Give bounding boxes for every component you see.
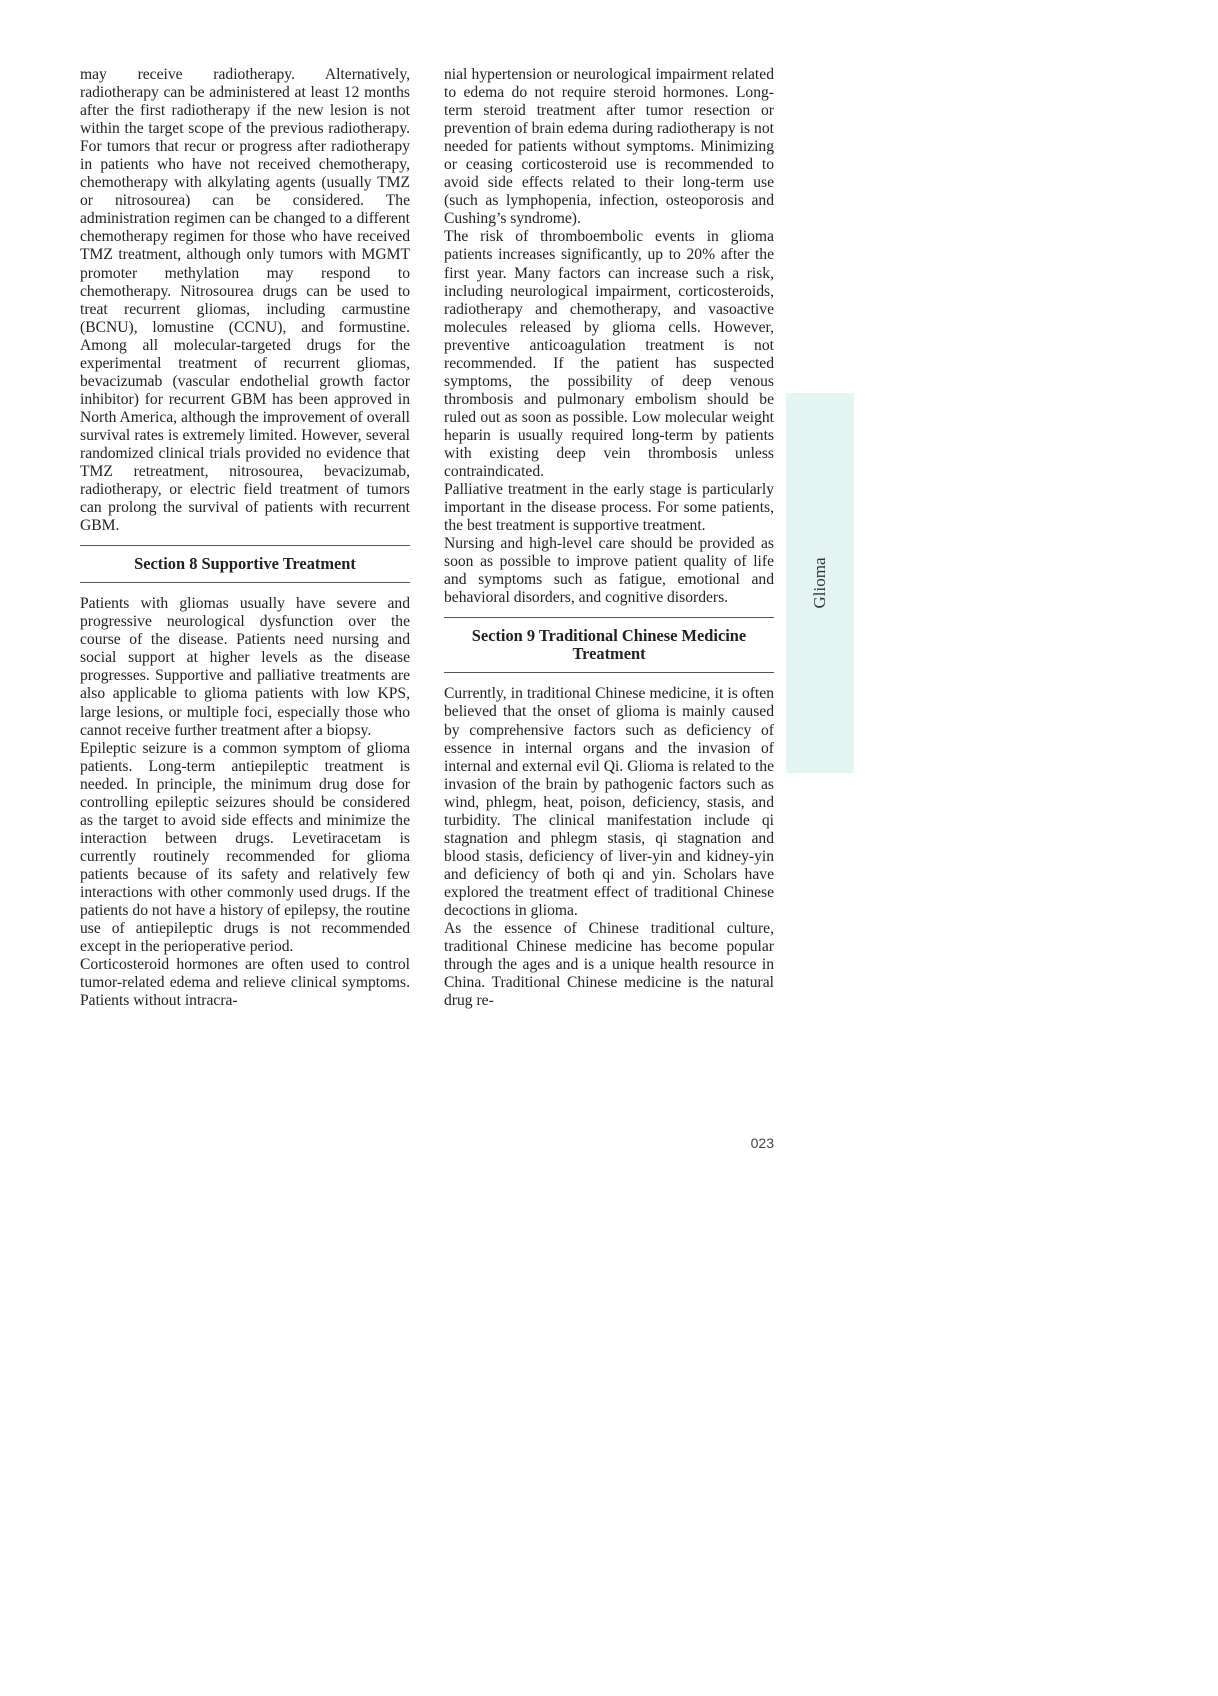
page-number: 023 bbox=[750, 1135, 774, 1151]
right-column bbox=[444, 66, 774, 1010]
left-column bbox=[80, 66, 410, 1010]
paragraph: Epileptic seizure is a common symptom of glioma patients. Long-term antiepileptic treatment is needed. In principle, the minimum drug dose for controlling epileptic seizures should be considered as the target to avoid side effects and minimize the interaction between drugs. Levetiracetam is currently routinely recommended for glioma patients because of its safety and relatively few interactions with other commonly used drugs. If the patients do not have a history of epilepsy, the routine use of antiepileptic drugs is not recommended except in the perioperative period. bbox=[80, 739, 410, 956]
chapter-side-tab bbox=[786, 393, 854, 773]
section-8-heading: Section 8 Supportive Treatment bbox=[80, 545, 410, 583]
paragraph: The risk of thromboembolic events in glioma patients increases significantly, up to 20% after the first year. Many factors can increase such a risk, including neurological impairment, corticosteroids, radiotherapy and chemotherapy, and vasoactive molecules released by glioma cells. However, preventive anticoagulation treatment is not recommended. If the patient has suspected symptoms, the possibility of deep venous thrombosis and pulmonary embolism should be ruled out as soon as possible. Low molecular weight heparin is usually required long-term by patients with existing deep vein thrombosis unless contraindicated. bbox=[444, 228, 774, 481]
paragraph: nial hypertension or neurological impairment related to edema do not require steroid hormones. Long-term steroid treatment after tumor resection or prevention of brain edema during radiotherapy is not needed for patients without symptoms. Minimizing or ceasing corticosteroid use is recommended to avoid side effects related to their long-term use (such as lymphopenia, infection, osteoporosis and Cushing’s syndrome). bbox=[444, 66, 774, 228]
paragraph: As the essence of Chinese traditional culture, traditional Chinese medicine has become popular through the ages and is a unique health resource in China. Traditional Chinese medicine is the natural drug re- bbox=[444, 920, 774, 1010]
paragraph: Palliative treatment in the early stage is particularly important in the disease process. For some patients, the best treatment is supportive treatment. bbox=[444, 481, 774, 535]
paragraph: Nursing and high-level care should be provided as soon as possible to improve patient quality of life and symptoms such as fatigue, emotional and behavioral disorders, and cognitive disorders. bbox=[444, 535, 774, 607]
chapter-tab-label: Glioma bbox=[810, 557, 829, 609]
paragraph: may receive radiotherapy. Alternatively, radiotherapy can be administered at least 12 months after the first radiotherapy if the new lesion is not within the target scope of the previous radiotherapy. For tumors that recur or progress after radiotherapy in patients who have not received chemotherapy, chemotherapy with alkylating agents (usually TMZ or nitrosourea) can be considered. The administration regimen can be changed to a different chemotherapy regimen for those who have received TMZ treatment, although only tumors with MGMT promoter methylation may respond to chemotherapy. Nitrosourea drugs can be used to treat recurrent gliomas, including carmustine (BCNU), lomustine (CCNU), and formustine. Among all molecular-targeted drugs for the experimental treatment of recurrent gliomas, bevacizumab (vascular endothelial growth factor inhibitor) for recurrent GBM has been approved in North America, although the improvement of overall survival rates is extremely limited. However, several randomized clinical trials provided no evidence that TMZ retreatment, nitrosourea, bevacizumab, radiotherapy, or electric field treatment of tumors can prolong the survival of patients with recurrent GBM. bbox=[80, 66, 410, 535]
paragraph: Corticosteroid hormones are often used to control tumor-related edema and relieve clinical symptoms. Patients without intracra- bbox=[80, 956, 410, 1010]
section-9-heading: Section 9 Traditional Chinese Medicine Treatment bbox=[444, 617, 774, 673]
paragraph: Patients with gliomas usually have severe and progressive neurological dysfunction over the course of the disease. Patients need nursing and social support at higher levels as the disease progresses. Supportive and palliative treatments are also applicable to glioma patients with low KPS, large lesions, or multiple foci, especially those who cannot receive further treatment after a biopsy. bbox=[80, 595, 410, 739]
paragraph: Currently, in traditional Chinese medicine, it is often believed that the onset of glioma is mainly caused by comprehensive factors such as deficiency of essence in internal organs and the invasion of internal and external evil Qi. Glioma is related to the invasion of the brain by pathogenic factors such as wind, phlegm, heat, poison, deficiency, stasis, and turbidity. The clinical manifestation include qi stagnation and phlegm stasis, qi stagnation and blood stasis, deficiency of liver-yin and kidney-yin and deficiency of both qi and yin. Scholars have explored the treatment effect of traditional Chinese decoctions in glioma. bbox=[444, 685, 774, 919]
